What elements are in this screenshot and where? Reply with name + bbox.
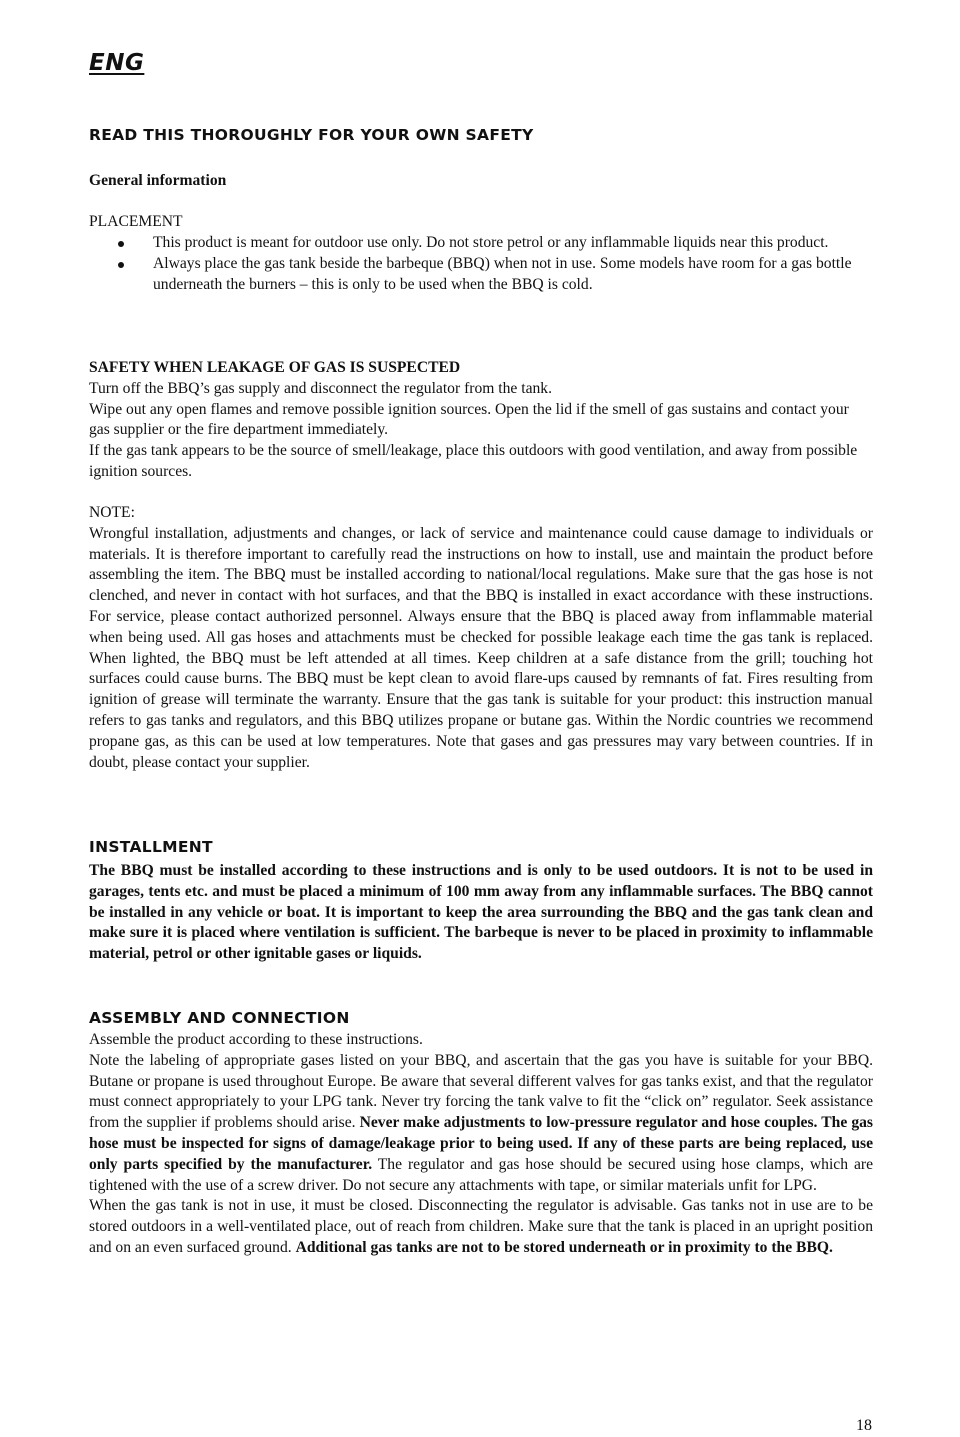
bullet-text: Always place the gas tank beside the barbeque (BBQ) when not in use. Some models have room for a gas bottle underneath the burners – this is only to be used when the BBQ is cold. bbox=[153, 254, 852, 293]
installment-heading: INSTALLMENT bbox=[89, 838, 213, 856]
note-section bbox=[89, 503, 873, 773]
leakage-line: Turn off the BBQ’s gas supply and disconnect the regulator from the tank. bbox=[89, 379, 552, 397]
assembly-text: When the gas tank is not in use, it must be closed. Disconnecting the regulator is advisable. Gas tanks not in use are to be stored outdoors in a well-ventilated place, out of reach from children. Make sure that the tank is placed in an upright position and on an even surfaced ground. bbox=[89, 1197, 873, 1256]
assembly-text: Note the labeling of appropriate gases listed on your BBQ, and ascertain that the gas you have is suitable for your BBQ. Butane or propane is used throughout Europe. Be aware that several different valves for gas tanks exist, and that the regulator must connect appropriately to your LPG tank. Never try forcing the tank valve to fit the “click on” regulator. Seek assistance from the supplier if problems should arise. bbox=[89, 1051, 873, 1132]
list-item bbox=[89, 233, 873, 254]
assembly-warning: Never make adjustments to low-pressure regulator and hose couples. The gas hose must be inspected for signs of damage/leakage prior to being used. If any of these parts are being replaced, use only parts specified by the manufacturer. bbox=[89, 1114, 873, 1173]
assembly-heading: ASSEMBLY AND CONNECTION bbox=[89, 1009, 350, 1027]
assembly-text: The regulator and gas hose should be secured using hose clamps, which are tightened with the use of a screw driver. Do not secure any attachments with tape, or similar materials unfit for LPG. bbox=[89, 1155, 873, 1194]
installment-text: The BBQ must be installed according to these instructions and is only to be used outdoors. It is not to be used in garages, tents etc. and must be placed a minimum of 100 mm away from any inflammable surfaces. The BBQ cannot be installed in any vehicle or boat. It is important to keep the area surrounding the BBQ and the gas tank clean and make sure it is placed where ventilation is sufficient. The barbeque is never to be placed in proximity to inflammable material, petrol or other ignitable gases or liquids. bbox=[89, 862, 873, 963]
installment-section bbox=[89, 861, 873, 965]
assembly-paragraph bbox=[89, 1051, 873, 1197]
general-info-heading: General information bbox=[89, 172, 227, 189]
safety-heading: READ THIS THOROUGHLY FOR YOUR OWN SAFETY bbox=[89, 126, 534, 144]
assembly-paragraph bbox=[89, 1196, 873, 1258]
leakage-line: If the gas tank appears to be the source of smell/leakage, place this outdoors with good ventilation, and away from possible ignition sources. bbox=[89, 442, 858, 480]
list-item bbox=[89, 254, 873, 296]
page-number: 18 bbox=[856, 1417, 872, 1434]
language-tag: ENG bbox=[89, 50, 145, 76]
assembly-section bbox=[89, 1030, 873, 1259]
assembly-warning: Additional gas tanks are not to be stored underneath or in proximity to the BBQ. bbox=[295, 1238, 833, 1256]
leakage-heading: SAFETY WHEN LEAKAGE OF GAS IS SUSPECTED bbox=[89, 359, 461, 376]
bullet-text: This product is meant for outdoor use only. Do not store petrol or any inflammable liquids near this product. bbox=[153, 234, 829, 251]
placement-heading: PLACEMENT bbox=[89, 213, 183, 230]
bullet-icon bbox=[118, 262, 124, 268]
note-text: Wrongful installation, adjustments and changes, or lack of service and maintenance could cause damage to individuals or materials. It is therefore important to carefully read the instructions on how to install, use and maintain the product before assembling the item. The BBQ must be installed according to national/local regulations. Make sure that the gas hose is not clenched, and never in contact with hot surfaces, and that the BBQ is installed in exact accordance with these instructions. For service, please contact authorized personnel. Always ensure that the BBQ is placed away from inflammable material when being used. All gas hoses and attachments must be checked for possible leakage each time the gas tank is replaced. When lighted, the BBQ must be left attended at all times. Keep children at a safe distance from the grill; touching hot surfaces could cause burns. The BBQ must be kept clean to avoid flare-ups caused by remnants of fat. Fires resulting from ignition of grease will terminate the warranty. Ensure that the gas tank is suitable for your product: this instruction manual refers to gas tanks and regulators, and this BBQ utilizes propane or butane gas. Within the Nordic countries we recommend propane gas, as this can be used at low temperatures. Note that gases and gas pressures may vary between countries. If in doubt, please contact your supplier. bbox=[89, 524, 873, 771]
leakage-section bbox=[89, 358, 873, 483]
note-heading: NOTE: bbox=[89, 504, 135, 521]
placement-list bbox=[89, 233, 873, 295]
assembly-line: Assemble the product according to these instructions. bbox=[89, 1031, 423, 1048]
leakage-line: Wipe out any open flames and remove possible ignition sources. Open the lid if the smell of gas sustains and contact your gas supplier or the fire department immediately. bbox=[89, 400, 849, 439]
bullet-icon bbox=[118, 241, 124, 247]
